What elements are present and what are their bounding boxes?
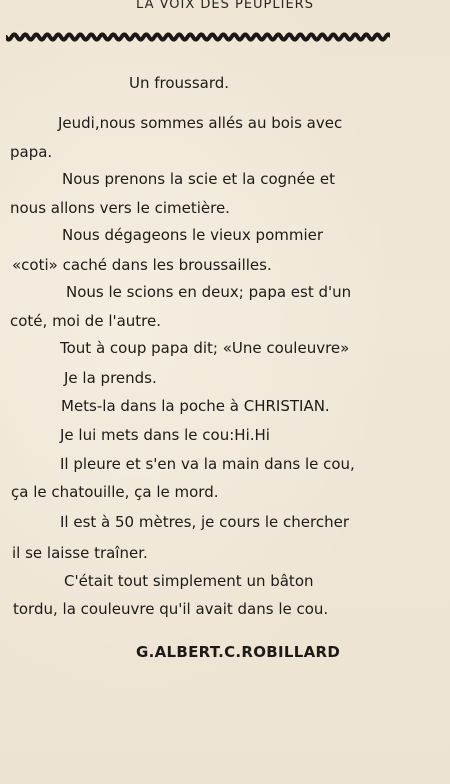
wave-rule — [6, 30, 390, 44]
text-line: nous allons vers le cimetière. — [10, 199, 230, 217]
text-line: Il est à 50 mètres, je cours le chercher — [60, 513, 349, 531]
text-line: il se laisse traîner. — [12, 544, 148, 562]
text-line: coté, moi de l'autre. — [10, 312, 162, 330]
masthead: LA VOIX DES PEUPLIERS — [136, 0, 314, 12]
text-line: «coti» caché dans les broussailles. — [12, 256, 272, 274]
text-line: Je la prends. — [64, 369, 157, 387]
text-line: Je lui mets dans le cou:Hi.Hi — [60, 426, 270, 444]
signature: G.ALBERT.C.ROBILLARD — [136, 643, 341, 661]
text-line: Nous dégageons le vieux pommier — [62, 226, 324, 244]
text-line: Il pleure et s'en va la main dans le cou, — [60, 455, 355, 473]
text-line: Nous prenons la scie et la cognée et — [62, 170, 335, 188]
text-line: Mets-la dans la poche à CHRISTIAN. — [61, 397, 330, 415]
text-line: ça le chatouille, ça le mord. — [11, 483, 219, 501]
text-line: C'était tout simplement un bâton — [64, 572, 314, 590]
text-line: Tout à coup papa dit; «Une couleuvre» — [60, 339, 350, 357]
text-line: Jeudi,nous sommes allés au bois avec — [58, 114, 343, 132]
text-line: papa. — [10, 143, 53, 161]
text-line: tordu, la couleuvre qu'il avait dans le cou. — [13, 600, 329, 618]
story-title: Un froussard. — [129, 74, 230, 92]
text-line: Nous le scions en deux; papa est d'un — [66, 283, 352, 301]
